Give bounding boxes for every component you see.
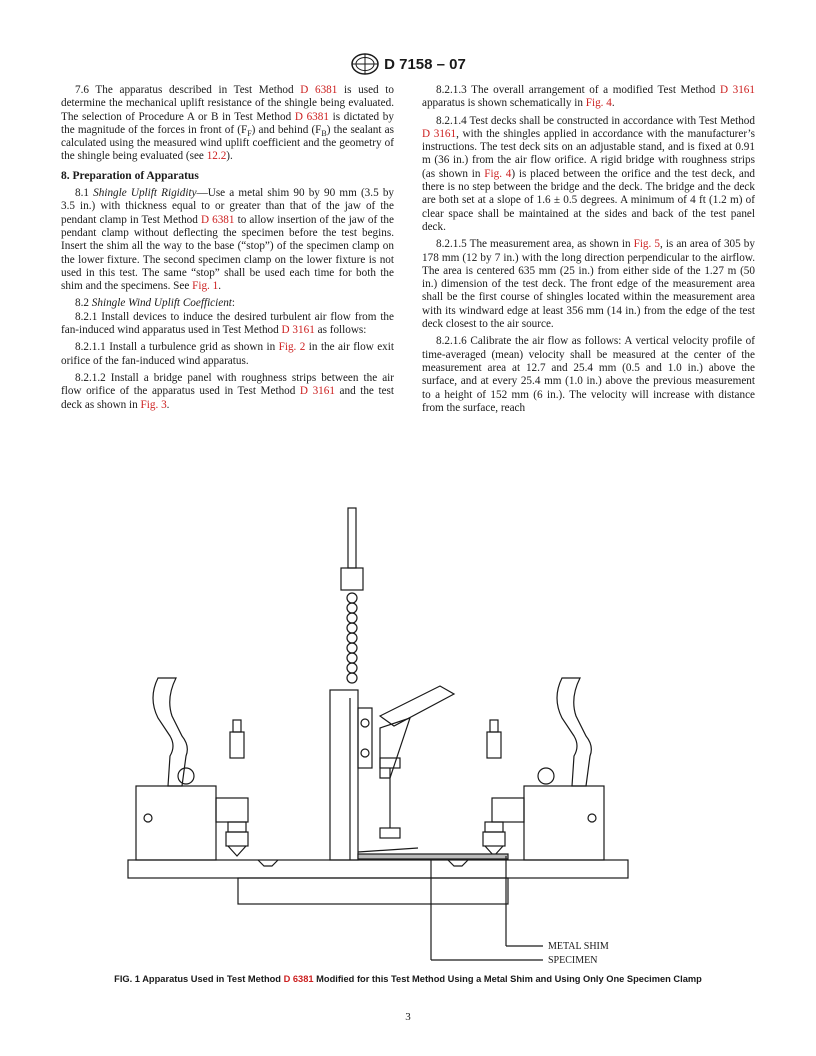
left-clamp-body — [136, 786, 216, 860]
paragraph-8-2-1: 8.2.1 Install devices to induce the desired turbulent air flow from the fan-induced wind apparatus used in Test Method D 3161 as follows: — [61, 310, 394, 337]
link-d6381[interactable]: D 6381 — [200, 213, 235, 226]
link-d3161[interactable]: D 3161 — [299, 385, 335, 398]
paragraph-8-2-1-6: 8.2.1.6 Calibrate the air flow as follows: A vertical velocity profile of time-averaged (mean) velocity shall be measured at the center of the measurement area at 12.7 and 25.4 mm (0.5 and 1.0 in.) above the surface, and at every 25.4 mm (1.0 in.) above the previous measurement to a height of 152 mm (6 in.). The velocity will increase with distance from the surface, reach — [422, 335, 755, 414]
paragraph-8-2-1-4: 8.2.1.4 Test decks shall be constructed in accordance with Test Method D 3161, with the shingles applied in accordance with the manufacturer’s instructions. The test deck sits on an adjustable stand, and is fixed at 0.91 m (36 in.) from the air flow orifice. A rigid bridge with roughness strips (as shown in Fig. 4) is placed between the orifice and the test deck, and there is no step between the bridge and the deck. The bridge and the deck are both set at a slope of 1.6 ± 0.5 degrees. A minimum of 4 ft (1.2 m) of clear space shall be maintained at the sides and back of the test panel deck. — [422, 114, 756, 233]
paragraph-8-2-1-2: 8.2.1.2 Install a bridge panel with roughness strips between the air flow orifice of the apparatus used in Test Method D 3161 and the test deck as shown in Fig. 3. — [61, 371, 395, 411]
link-d3161[interactable]: D 3161 — [719, 84, 755, 96]
paragraph-8-2: 8.2 Shingle Wind Uplift Coefficient: — [75, 297, 236, 310]
astm-logo-icon — [350, 52, 380, 76]
link-fig-3[interactable]: Fig. 3 — [140, 398, 167, 411]
pendant-frame — [330, 690, 358, 860]
pendant-toggle-lever — [380, 686, 454, 726]
specimen-label: SPECIMEN — [548, 955, 598, 966]
right-handle — [557, 678, 591, 786]
link-d6381[interactable]: D 6381 — [294, 110, 329, 123]
link-d6381[interactable]: D 6381 — [283, 974, 314, 984]
right-column — [422, 84, 755, 419]
right-clamp-body — [524, 786, 604, 860]
chain-links — [347, 593, 357, 683]
figure-1-apparatus-drawing — [118, 498, 698, 968]
page-number: 3 — [405, 1011, 411, 1023]
base-plate — [128, 860, 628, 878]
link-d3161[interactable]: D 3161 — [422, 127, 457, 140]
figure-1-caption: FIG. 1 Apparatus Used in Test Method D 6381 Modified for this Test Method Using a Metal Shim and Using Only One Specimen Clamp — [114, 974, 702, 984]
specimen-shim-strip — [358, 854, 508, 859]
metal-shim-label: METAL SHIM — [548, 941, 609, 952]
link-d3161[interactable]: D 3161 — [281, 324, 315, 337]
paragraph-8-2-1-1: 8.2.1.1 Install a turbulence grid as shown in Fig. 2 in the air flow exit orifice of the fan-induced wind apparatus. — [61, 341, 394, 367]
apparatus-diagram — [118, 498, 698, 968]
left-handle — [153, 678, 187, 786]
link-fig-4[interactable]: Fig. 4 — [585, 97, 612, 110]
paragraph-8-2-1-5: 8.2.1.5 The measurement area, as shown in Fig. 5, is an area of 305 by 178 mm (12 by 7 in.) with the long direction perpendicular to the airflow. The area is centered 635 mm (25 in.) from either side of the 1.27 m (50 in.) dimension of the test deck. The front edge of the measurement area shall be the first course of shingles located within the measurement area with its windward edge at least 356 mm (14 in.) from the edge of the test deck closest to the air source. — [422, 238, 755, 331]
link-fig-2[interactable]: Fig. 2 — [278, 341, 306, 354]
page-header — [0, 52, 816, 76]
paragraph-7-6: 7.6 The apparatus described in Test Method D 6381 is used to determine the mechanical uplift resistance of the shingle being evaluated. The selection of Procedure A or B in Test Method D 6381 is dictated by the magnitude of the forces in front of $(F_F)$ and behind $(F_B)$ the sealant as calculated using the measured wind uplift coefficient and the geometry of the shingle being evaluated (see 12.2). — [61, 84, 395, 163]
link-section-12-2[interactable]: 12.2 — [206, 150, 227, 163]
section-8-heading: 8. Preparation of Apparatus — [61, 169, 199, 182]
left-column — [61, 84, 394, 416]
link-d6381[interactable]: D 6381 — [300, 84, 338, 96]
paragraph-8-2-1-3: 8.2.1.3 The overall arrangement of a modified Test Method D 3161 apparatus is shown schematically in Fig. 4. — [422, 84, 755, 110]
standard-designation: D 7158 – 07 — [384, 55, 466, 73]
link-fig-5[interactable]: Fig. 5 — [633, 238, 660, 251]
link-fig-1[interactable]: Fig. 1 — [192, 280, 219, 293]
lower-fixture — [238, 878, 508, 904]
paragraph-8-1: 8.1 Shingle Uplift Rigidity—Use a metal shim 90 by 90 mm (3.5 by 3.5 in.) with thickness equal to or greater than that of the jaw of the pendant clamp in Test Method D 6381 to allow insertion of the jaw of the pendant clamp without deflecting the specimen before the test begins. Insert the shim all the way to the base (“stop”) of the specimen clamp on the lower fixture. The second specimen clamp on the lower fixture is not used in this test. The same “stop” shall be used each time for both the shim and the specimens. See Fig. 1. — [61, 187, 395, 293]
upper-rod — [348, 508, 356, 568]
link-fig-4[interactable]: Fig. 4 — [484, 167, 512, 180]
